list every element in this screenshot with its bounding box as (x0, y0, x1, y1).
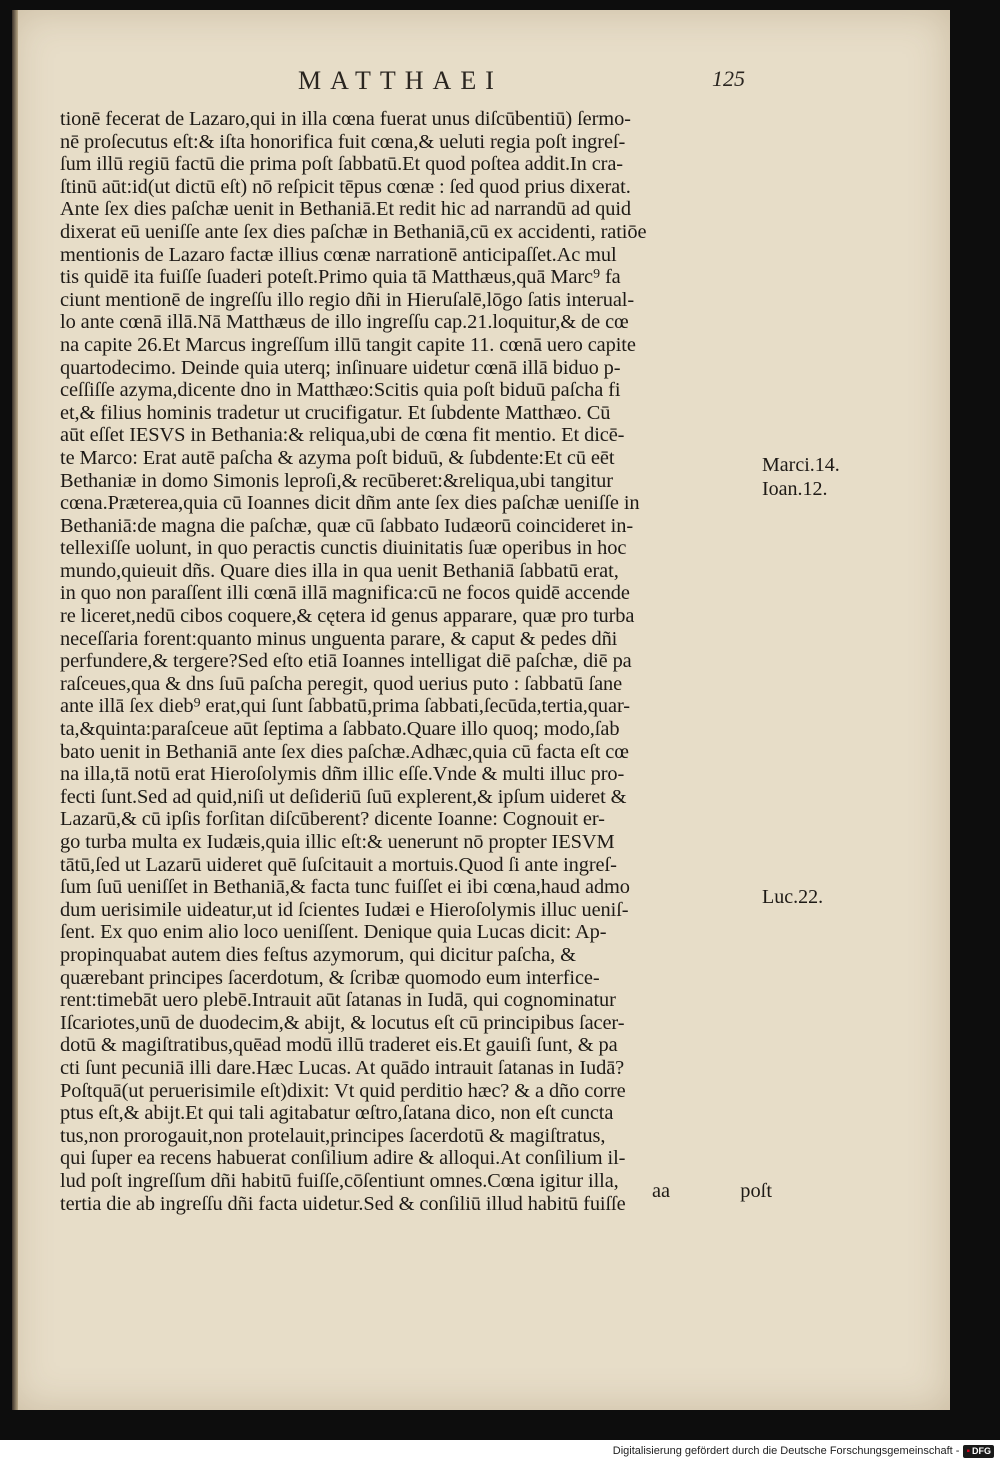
page-gutter-shadow (12, 10, 18, 1410)
text-line: in quo non paraſſent illi cœnā illā magnifica:cū ne focos quidē accende (60, 582, 630, 605)
text-line: tellexiſſe uolunt, in quo peractis cunctis diuinitatis ſuæ operibus in hoc (60, 537, 627, 560)
text-line: perfundere,& tergere?Sed eſto etiā Ioannes intelligat diē paſchæ, diē pa (60, 650, 632, 673)
text-line: dixerat eū ueniſſe ante ſex dies paſchæ in Bethaniā,cū ex accidenti, ratiōe (60, 220, 647, 243)
text-line: ſent. Ex quo enim alio loco ueniſſent. Denique quia Lucas dicit: Ap- (60, 921, 607, 944)
text-line: na capite 26.Et Marcus ingreſſum illū tangit capite 11. cœnā uero capite (60, 333, 636, 356)
main-text-block (60, 108, 760, 1215)
text-line: propinquabat autem dies feſtus azymorum, qui dicitur paſcha, & (60, 943, 576, 966)
text-line: mundo,quieuit dñs. Quare dies illa in qua uenit Bethaniā ſabbatū erat, (60, 559, 619, 582)
catchword-line (652, 1180, 772, 1203)
text-line: nē proſecutus eſt:& iſta honorifica fuit cœna,& ueluti regia poſt ingreſ- (60, 130, 626, 153)
text-line: dum uerisimile uideatur,ut id ſcientes Iudæi e Hieroſolymis illuc ueniſ- (60, 898, 629, 921)
text-line: lo ante cœnā illā.Nā Matthæus de illo ingreſſu cap.21.loquitur,& de cœ (60, 311, 629, 334)
text-line: ſtinū aūt:id(ut dictū eſt) nō reſpicit tēpus cœnæ : ſed quod prius dixerat. (60, 175, 631, 198)
text-line: tionē fecerat de Lazaro,qui in illa cœna fuerat unus diſcūbentiū) ſermo- (60, 108, 631, 130)
text-line: ceſſiſſe azyma,dicente dno in Matthæo:Scitis quia poſt biduū paſcha fi (60, 379, 621, 402)
running-head: MATTHAEI (298, 66, 503, 95)
marginal-note: Luc.22. (762, 886, 824, 908)
text-line: go turba multa ex Iudæis,quia illic eſt:& uenerunt nō propter IESVM (60, 831, 615, 853)
text-line: Lazarū,& cū ipſis forſitan diſcūberent? dicente Ioanne: Cognouit er- (60, 808, 605, 831)
text-line: bato uenit in Bethaniā ante ſex dies paſchæ.Adhæc,quia cū facta eſt cœ (60, 740, 629, 763)
text-line: et,& filius hominis tradetur ut crucifigatur. Et ſubdente Matthæo. Cū (60, 401, 611, 424)
text-line: cœna.Præterea,quia cū Ioannes dicit dñm ante ſex dies paſchæ ueniſſe in (60, 492, 640, 515)
text-line: tis quidē ita fuiſſe ſuaderi poteſt.Primo quia tā Matthæus,quā Marc⁹ fa (60, 266, 621, 289)
text-line: tertia die ab ingreſſu dñi facta uidetur.Sed & conſiliū illud habitū fuiſſe (60, 1192, 626, 1215)
text-line: cti ſunt pecuniā illi dare.Hæc Lucas. At quādo intrauit ſatanas in Iudā? (60, 1056, 625, 1079)
book-page (12, 10, 950, 1410)
funding-credit: Digitalisierung gefördert durch die Deutsche Forschungsgemeinschaft - (612, 1445, 960, 1457)
text-line: quærebant principes ſacerdotum, & ſcribæ quomodo eum interfice- (60, 966, 600, 989)
text-line: na illa,tā notū erat Hieroſolymis dñm illic eſſe.Vnde & multi illuc pro- (60, 763, 625, 786)
text-line: tus,non prorogauit,non protelauit,principes ſacerdotū & magiſtratus, (60, 1124, 606, 1147)
text-line: tātū,ſed ut Lazarū uideret quē ſuſcitauit a mortuis.Quod ſi ante ingreſ- (60, 853, 617, 876)
text-line: Bethaniā:de magna die paſchæ, quæ cū ſabbato Iudæorū coincideret in- (60, 514, 634, 537)
text-line: ſum ſuū ueniſſet in Bethaniā,& facta tunc fuiſſet ei ibi cœna,haud admo (60, 876, 630, 899)
text-line: dotū & magiſtratibus,quēad modū illū traderet eis.Et gauiſi ſunt, & pa (60, 1034, 618, 1057)
text-line: ſum illū regiū factū die prima poſt ſabbatū.Et quod poſtea addit.In cra- (60, 153, 624, 176)
text-line: ante illā ſex dieb⁹ erat,qui ſunt ſabbatū,prima ſabbati,ſecūda,tertia,quar- (60, 695, 630, 718)
marginal-note: Ioan.12. (762, 478, 828, 500)
text-line: Bethaniæ in domo Simonis leproſi,& recūberet:&reliqua,ubi tangitur (60, 469, 613, 492)
footer-bar (0, 1440, 1000, 1462)
text-line: neceſſaria forent:quanto minus unguenta parare, & caput & pedes dñi (60, 627, 618, 650)
text-line: aūt eſſet IESVS in Bethania:& reliqua,ubi de cœna fit mentio. Et dicē- (60, 424, 625, 447)
text-line: ta,&quinta:paraſceue aūt ſeptima a ſabbato.Quare illo quoq; modo,ſab (60, 718, 620, 741)
text-line: qui ſuper ea recens habuerat conſilium adire & alloqui.At conſilium il- (60, 1147, 626, 1170)
text-line: Poſtquā(ut peruerisimile eſt)dixit: Vt quid perditio hæc? & a dño corre (60, 1079, 626, 1102)
text-line: rent:timebāt uero plebē.Intrauit aūt ſatanas in Iudā, qui cognominatur (60, 989, 616, 1012)
page-number: 125 (712, 66, 745, 91)
text-line: ptus eſt,& abijt.Et qui tali agitabatur œſtro,ſatana dico, non eſt cuncta (60, 1102, 614, 1125)
text-line: fecti ſunt.Sed ad quid,niſi ut deſideriū ſuū explerent,& ipſum uideret & (60, 785, 627, 808)
text-line: lud poſt ingreſſum dñi habitū fuiſſe,cōſentiunt omnes.Cœna igitur illa, (60, 1169, 619, 1192)
catchword: poſt (740, 1180, 772, 1202)
text-line: quartodecimo. Deinde quia uterq; inſinuare uidetur cœnā illā biduo p- (60, 356, 621, 379)
text-line: Ante ſex dies paſchæ uenit in Bethaniā.Et redit hic ad narrandū ad quid (60, 198, 632, 221)
signature-mark: aa (652, 1180, 671, 1202)
text-line: Iſcariotes,unū de duodecim,& abijt, & locutus eſt cū principibus ſacer- (60, 1011, 625, 1034)
text-line: ciunt mentionē de ingreſſu illo regio dñi in Hieruſalē,lōgo ſatis interual- (60, 288, 635, 311)
text-line: re liceret,nedū cibos coquere,& cętera id genus apparare, quæ pro turba (60, 605, 635, 628)
text-line: raſceues,qua & dns ſuū paſcha peregit, quod uerius puto : ſabbatū ſane (60, 672, 623, 695)
text-line: mentionis de Lazaro factæ illius cœnæ narrationē anticipaſſet.Ac mul (60, 243, 617, 266)
text-line: te Marco: Erat autē paſcha & azyma poſt biduū, & ſubdente:Et cū eēt (60, 446, 615, 469)
dfg-logo-icon: ▪ DFG (963, 1445, 994, 1458)
marginal-note: Marci.14. (762, 454, 840, 476)
